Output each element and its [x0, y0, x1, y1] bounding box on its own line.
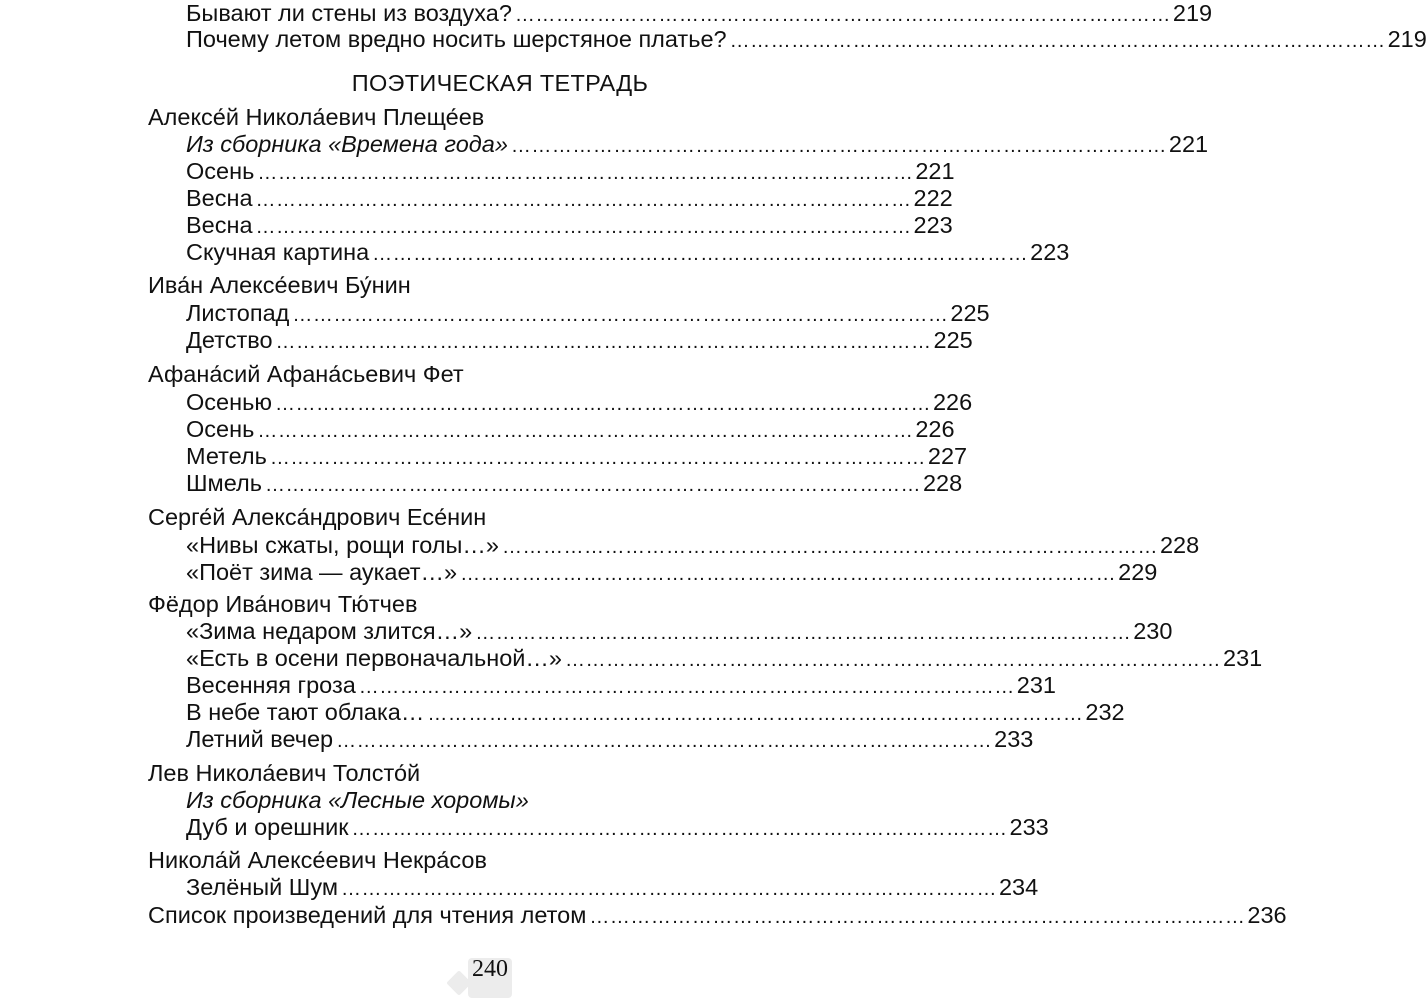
- toc-entry[interactable]: [186, 470, 963, 497]
- dot-leader: ……………………………………………………………………………………: [351, 818, 1008, 840]
- toc-entry-title: Листопад: [186, 300, 290, 326]
- section-heading: ПОЭТИЧЕСКАЯ ТЕТРАДЬ: [351, 70, 649, 96]
- toc-entry[interactable]: [186, 874, 1039, 901]
- toc-entry-title: Метель: [186, 443, 267, 469]
- toc-entry-page: 225: [950, 300, 990, 326]
- author-heading: Ива́н Алексе́евич Бу́нин: [148, 272, 411, 298]
- toc-entry-page: 228: [922, 470, 963, 496]
- toc-entry-title: «Нивы сжаты, рощи голы…»: [186, 532, 499, 558]
- toc-entry[interactable]: [186, 645, 1263, 672]
- author-heading: Никола́й Алексе́евич Некра́сов: [148, 847, 487, 873]
- toc-entry[interactable]: [186, 416, 955, 443]
- dot-leader: ……………………………………………………………………………………: [514, 4, 1171, 26]
- toc-entry-page: 230: [1133, 618, 1173, 644]
- dot-leader: ……………………………………………………………………………………: [255, 216, 912, 238]
- dot-leader: ……………………………………………………………………………………: [729, 30, 1386, 52]
- toc-entry[interactable]: [186, 814, 1049, 841]
- toc-entry-page: 223: [1030, 239, 1070, 265]
- dot-leader: ……………………………………………………………………………………: [275, 331, 932, 353]
- author-heading: Серге́й Алекса́ндрович Есе́нин: [148, 504, 487, 530]
- toc-entry-page: 232: [1085, 699, 1125, 725]
- dot-leader: ……………………………………………………………………………………: [336, 730, 993, 752]
- toc-entry[interactable]: [186, 699, 1125, 726]
- toc-entry-page: 221: [1168, 131, 1209, 157]
- toc-entry-page: 223: [913, 212, 953, 238]
- toc-entry-title: Зелёный Шум: [186, 874, 338, 900]
- dot-leader: ……………………………………………………………………………………: [427, 703, 1084, 725]
- toc-entry-page: 222: [913, 185, 953, 211]
- toc-entry-page: 219: [1172, 0, 1213, 26]
- dot-leader: ……………………………………………………………………………………: [255, 189, 912, 211]
- toc-entry-title: Весна: [186, 212, 253, 238]
- toc-entry-page: 233: [994, 726, 1034, 752]
- toc-entry-title: Шмель: [186, 470, 262, 496]
- dot-leader: ……………………………………………………………………………………: [372, 243, 1029, 265]
- toc-entry-title: Осень: [186, 416, 255, 442]
- dot-leader: ……………………………………………………………………………………: [340, 878, 997, 900]
- toc-entry[interactable]: [186, 672, 1057, 699]
- toc-entry[interactable]: [186, 389, 973, 416]
- page-number: 240: [472, 956, 508, 982]
- toc-entry-title: Список произведений для чтения летом: [148, 902, 587, 928]
- toc-entry-title: Почему летом вредно носить шерстяное платье?: [186, 26, 727, 52]
- toc-entry-page: 225: [933, 327, 973, 353]
- dot-leader: ……………………………………………………………………………………: [589, 906, 1246, 928]
- dot-leader: ……………………………………………………………………………………: [264, 474, 921, 496]
- toc-entry-page: 231: [1016, 672, 1057, 698]
- toc-entry[interactable]: [186, 443, 968, 470]
- toc-entry[interactable]: [186, 26, 1427, 53]
- toc-entry-title: Весенняя гроза: [186, 672, 356, 698]
- dot-leader: ……………………………………………………………………………………: [460, 563, 1117, 585]
- toc-entry-title: Детство: [186, 327, 273, 353]
- toc-entry-page: 236: [1247, 902, 1287, 928]
- toc-entry-title: Осень: [186, 158, 255, 184]
- toc-entry[interactable]: [148, 902, 1287, 929]
- author-heading: Фёдор Ива́нович Тю́тчев: [148, 591, 418, 617]
- toc-entry-page: 219: [1387, 26, 1427, 52]
- toc-entry[interactable]: [186, 131, 1209, 158]
- toc-entry-page: 228: [1159, 532, 1200, 558]
- author-heading: Лев Никола́евич Толсто́й: [148, 760, 421, 786]
- toc-entry[interactable]: [186, 0, 1213, 27]
- toc-entry[interactable]: [186, 300, 990, 327]
- toc-entry-title: «Поёт зима — аукает…»: [186, 559, 458, 585]
- toc-entry[interactable]: [186, 212, 953, 239]
- toc-entry-title: Летний вечер: [186, 726, 334, 752]
- toc-entry-title: Весна: [186, 185, 253, 211]
- toc-entry-page: 227: [927, 443, 968, 469]
- dot-leader: ……………………………………………………………………………………: [292, 304, 949, 326]
- dot-leader: ……………………………………………………………………………………: [269, 447, 926, 469]
- collection-subheading: Из сборника «Лесные хоромы»: [186, 787, 529, 813]
- toc-entry[interactable]: [186, 327, 973, 354]
- toc-entry-page: 231: [1223, 645, 1263, 671]
- toc-entry[interactable]: [186, 185, 953, 212]
- dot-leader: ……………………………………………………………………………………: [565, 649, 1221, 671]
- author-heading: Алексе́й Никола́евич Плеще́ев: [148, 104, 485, 130]
- toc-entry-title: В небе тают облака…: [186, 699, 425, 725]
- dot-leader: ……………………………………………………………………………………: [358, 676, 1015, 698]
- toc-entry-page: 226: [932, 389, 973, 415]
- toc-entry[interactable]: [186, 239, 1070, 266]
- toc-entry-title: Из сборника «Времена года»: [186, 131, 508, 157]
- toc-entry-title: Осенью: [186, 389, 272, 415]
- toc-entry-page: 226: [915, 416, 955, 442]
- dot-leader: ……………………………………………………………………………………: [501, 536, 1158, 558]
- toc-entry[interactable]: [186, 158, 955, 185]
- toc-entry-title: «Зима недаром злится…»: [186, 618, 473, 644]
- toc-entry-title: Скучная картина: [186, 239, 370, 265]
- toc-entry-page: 234: [998, 874, 1039, 900]
- dot-leader: ……………………………………………………………………………………: [274, 393, 931, 415]
- toc-entry[interactable]: [186, 559, 1158, 586]
- dot-leader: ……………………………………………………………………………………: [475, 622, 1132, 644]
- toc-entry[interactable]: [186, 532, 1200, 559]
- toc-entry[interactable]: [186, 618, 1173, 645]
- toc-entry-page: 233: [1009, 814, 1049, 840]
- dot-leader: ……………………………………………………………………………………: [510, 135, 1167, 157]
- dot-leader: ……………………………………………………………………………………: [257, 162, 914, 184]
- dot-leader: ……………………………………………………………………………………: [257, 420, 914, 442]
- toc-entry-page: 221: [915, 158, 955, 184]
- toc-entry-title: Бывают ли стены из воздуха?: [186, 0, 512, 26]
- toc-entry-title: Дуб и орешник: [186, 814, 349, 840]
- toc-entry-title: «Есть в осени первоначальной…»: [186, 645, 562, 671]
- toc-entry-page: 229: [1118, 559, 1158, 585]
- author-heading: Афана́сий Афана́сьевич Фет: [148, 361, 464, 387]
- toc-entry[interactable]: [186, 726, 1034, 753]
